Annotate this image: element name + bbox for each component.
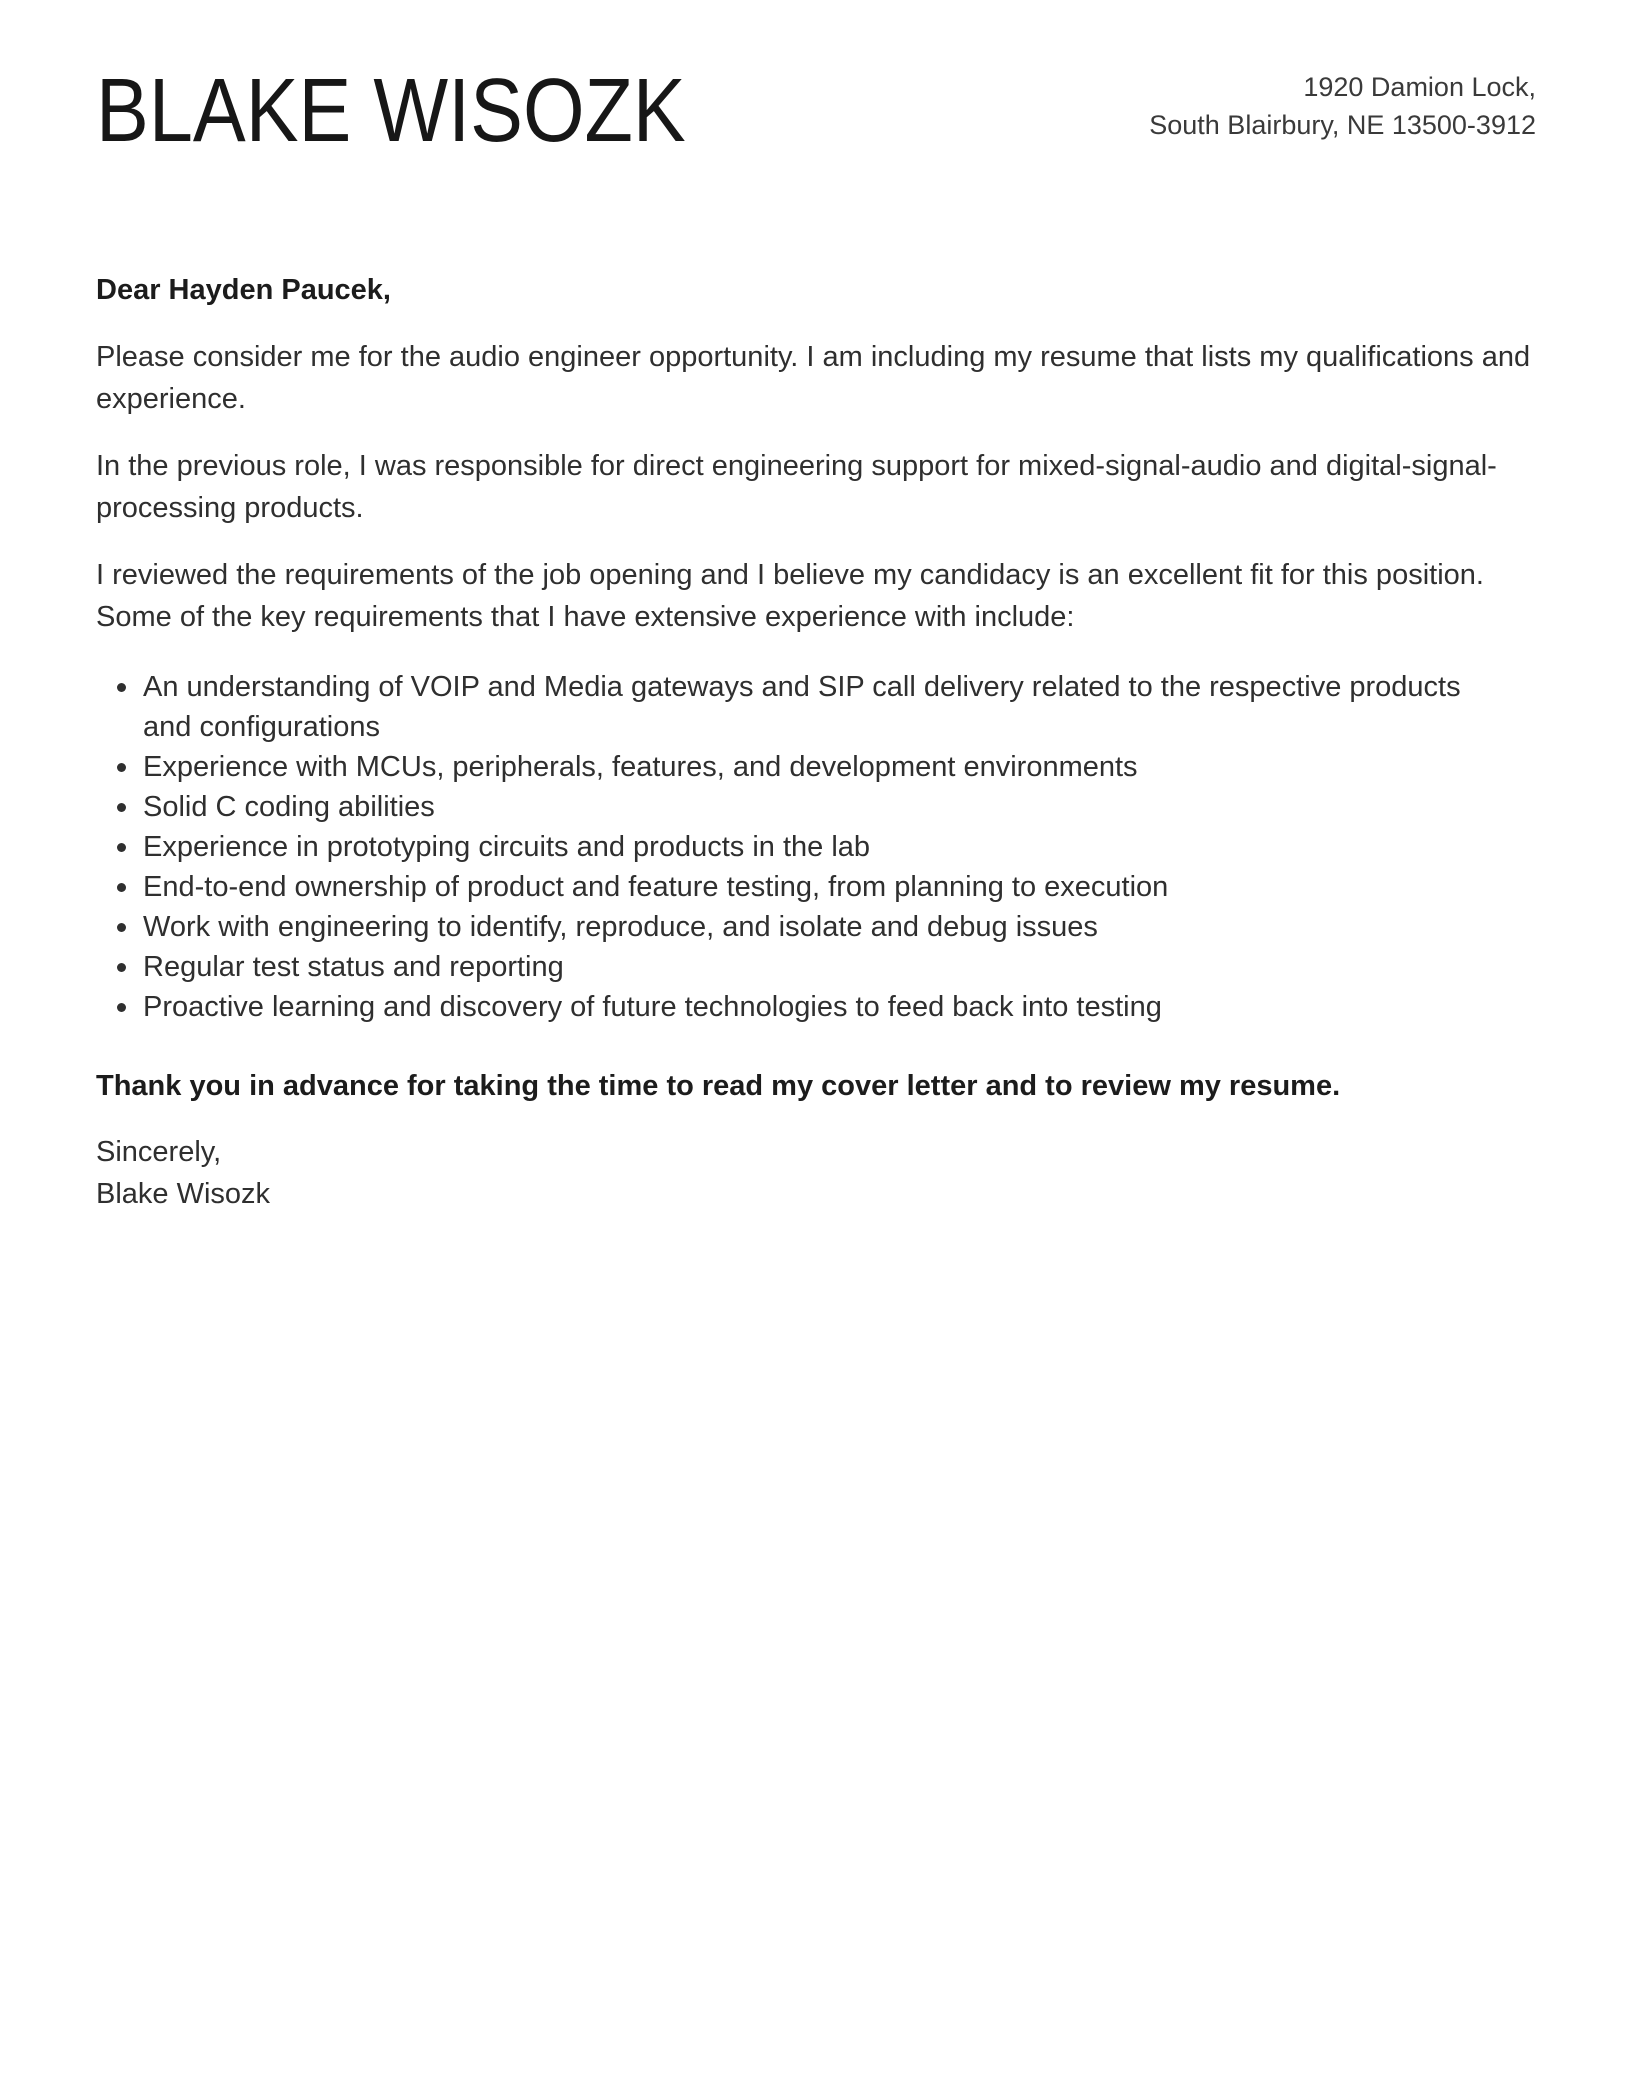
paragraph-intro: Please consider me for the audio engineer opportunity. I am including my resume that lists my qualifications and experience. <box>96 341 1531 415</box>
bullet-icon <box>117 683 126 692</box>
signature-name: Blake Wisozk <box>96 1178 271 1210</box>
thanks-line: Thank you in advance for taking the time to read my cover letter and to review my resume. <box>96 1070 1341 1102</box>
address-line-2: South Blairbury, NE 13500-3912 <box>1149 110 1536 140</box>
sender-address <box>1149 66 1536 144</box>
bullet-icon <box>117 963 126 972</box>
letter-header <box>96 0 1536 161</box>
list-item <box>96 787 1516 827</box>
list-item-text: Experience with MCUs, peripherals, features, and development environments <box>143 751 1138 783</box>
requirements-list <box>96 667 1536 1027</box>
bullet-icon <box>117 843 126 852</box>
list-item <box>96 987 1516 1027</box>
list-item <box>96 907 1516 947</box>
list-item <box>96 747 1516 787</box>
bullet-icon <box>117 763 126 772</box>
list-item <box>96 827 1516 867</box>
list-item-text: Experience in prototyping circuits and products in the lab <box>143 831 871 863</box>
list-item-text: An understanding of VOIP and Media gateways and SIP call delivery related to the respective products and configurations <box>143 671 1461 743</box>
closing-word: Sincerely, <box>96 1136 222 1168</box>
list-item <box>96 867 1516 907</box>
list-item <box>96 947 1516 987</box>
list-item-text: End-to-end ownership of product and feature testing, from planning to execution <box>143 871 1169 903</box>
paragraph-previous-role: In the previous role, I was responsible for direct engineering support for mixed-signal-audio and digital-signal-processing products. <box>96 450 1497 524</box>
list-item-text: Work with engineering to identify, reproduce, and isolate and debug issues <box>143 911 1098 943</box>
bullet-icon <box>117 923 126 932</box>
list-item-text: Solid C coding abilities <box>143 791 435 823</box>
bullet-icon <box>117 803 126 812</box>
list-item-text: Proactive learning and discovery of future technologies to feed back into testing <box>143 991 1162 1023</box>
bullet-icon <box>117 883 126 892</box>
address-line-1: 1920 Damion Lock, <box>1303 72 1536 102</box>
letter-body <box>96 269 1536 1215</box>
list-item <box>96 667 1516 747</box>
list-item-text: Regular test status and reporting <box>143 951 564 983</box>
bullet-icon <box>117 1003 126 1012</box>
sender-name: BLAKE WISOZK <box>96 61 686 161</box>
paragraph-requirements-lead: I reviewed the requirements of the job opening and I believe my candidacy is an excellent fit for this position. Some of the key requirements that I have extensive experience with include: <box>96 559 1484 633</box>
salutation: Dear Hayden Paucek, <box>96 274 391 306</box>
closing-block <box>96 1131 1536 1215</box>
